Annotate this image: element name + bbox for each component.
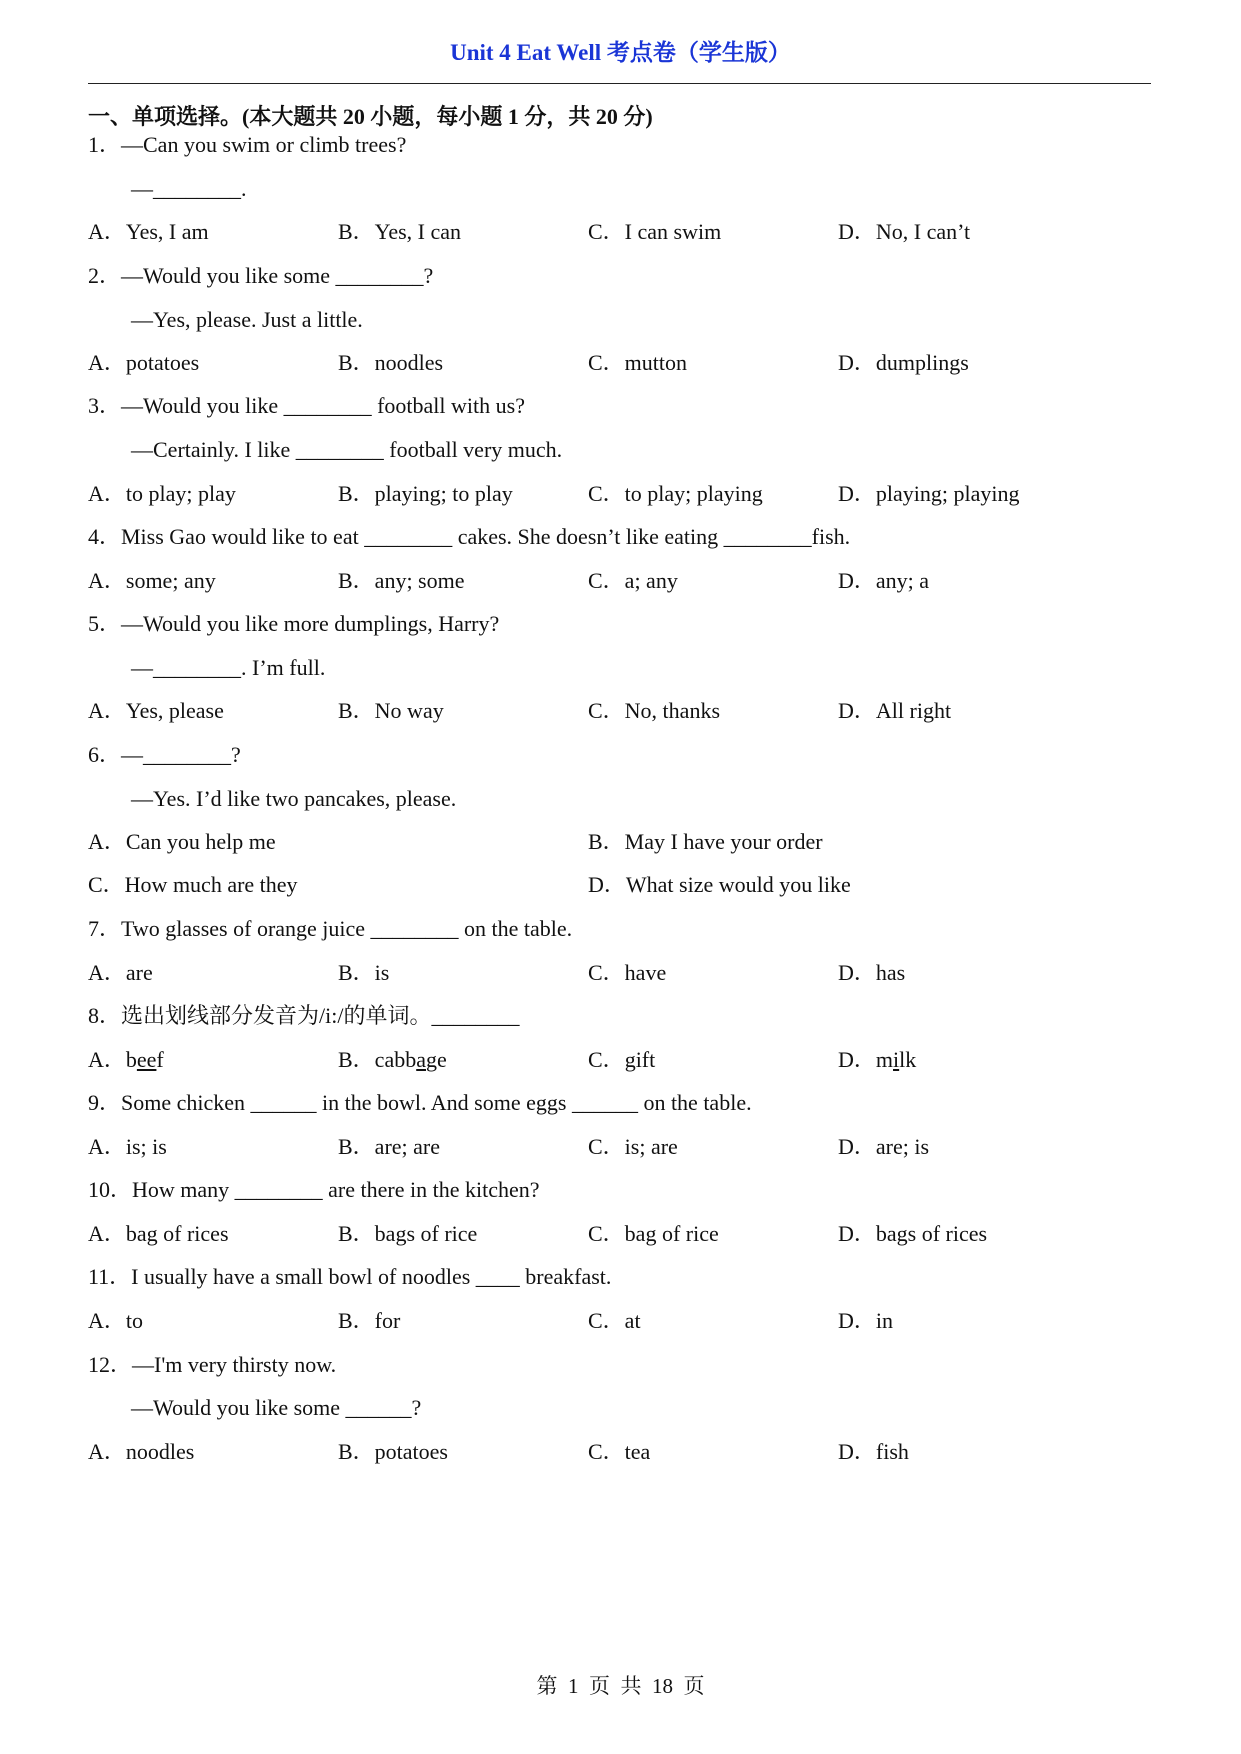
question-9-option-c[interactable]: C．is; are xyxy=(588,1134,678,1159)
question-7-stem: 7．Two glasses of orange juice ________ on the table. xyxy=(88,916,573,941)
question-8-option-c[interactable] xyxy=(588,1045,655,1075)
question-3-option-d[interactable]: D．playing; playing xyxy=(838,481,1020,506)
option-text: f xyxy=(156,1047,164,1072)
underlined-letters: g xyxy=(624,1047,636,1072)
question-8-option-b[interactable] xyxy=(338,1045,447,1075)
page-number-footer: 第 1 页 共 18 页 xyxy=(536,1674,705,1698)
question-7-option-a[interactable]: A．are xyxy=(88,960,153,985)
question-12-reply: —Would you like some ______? xyxy=(131,1395,422,1420)
question-7-option-c[interactable]: C．have xyxy=(588,960,667,985)
question-3-option-b[interactable]: B．playing; to play xyxy=(338,481,513,506)
question-5-option-c[interactable]: C．No, thanks xyxy=(588,698,721,723)
section-heading: 一、单项选择。(本大题共 20 小题，每小题 1 分，共 20 分) xyxy=(88,104,653,129)
question-9-option-b[interactable]: B．are; are xyxy=(338,1134,440,1159)
question-12-option-a[interactable]: A．noodles xyxy=(88,1439,195,1464)
question-2-reply: —Yes, please. Just a little. xyxy=(131,307,363,332)
question-9-option-d[interactable]: D．are; is xyxy=(838,1134,930,1159)
question-10-option-c[interactable]: C．bag of rice xyxy=(588,1221,719,1246)
option-text: ge xyxy=(425,1047,447,1072)
question-10-option-a[interactable]: A．bag of rices xyxy=(88,1221,229,1246)
question-10-option-d[interactable]: D．bags of rices xyxy=(838,1221,988,1246)
question-6-option-c[interactable]: C．How much are they xyxy=(88,872,298,897)
question-9-stem: 9．Some chicken ______ in the bowl. And some eggs ______ on the table. xyxy=(88,1090,752,1115)
option-text: lk xyxy=(899,1047,917,1072)
question-1-option-c[interactable]: C．I can swim xyxy=(588,219,722,244)
question-10-stem: 10．How many ________ are there in the kitchen? xyxy=(88,1177,540,1202)
option-text: A．b xyxy=(88,1047,137,1072)
question-1-stem: 1．—Can you swim or climb trees? xyxy=(88,132,407,157)
question-2-option-a[interactable]: A．potatoes xyxy=(88,350,200,375)
page-header-title: Unit 4 Eat Well 考点卷（学生版） xyxy=(450,40,791,65)
question-8-stem: 8．选出划线部分发音为/i:/的单词。________ xyxy=(88,1003,520,1028)
option-text: ift xyxy=(635,1047,656,1072)
question-12-option-b[interactable]: B．potatoes xyxy=(338,1439,448,1464)
question-4-option-b[interactable]: B．any; some xyxy=(338,568,465,593)
question-5-stem: 5．—Would you like more dumplings, Harry? xyxy=(88,611,500,636)
question-10-option-b[interactable]: B．bags of rice xyxy=(338,1221,478,1246)
question-4-option-a[interactable]: A．some; any xyxy=(88,568,216,593)
question-8-option-a[interactable] xyxy=(88,1045,164,1075)
question-3-reply: —Certainly. I like ________ football very much. xyxy=(131,437,563,462)
question-2-option-b[interactable]: B．noodles xyxy=(338,350,444,375)
question-12-option-c[interactable]: C．tea xyxy=(588,1439,651,1464)
question-11-option-a[interactable]: A．to xyxy=(88,1308,144,1333)
option-text: B．cabb xyxy=(338,1047,417,1072)
question-6-option-b[interactable]: B．May I have your order xyxy=(588,829,823,854)
question-3-stem: 3．—Would you like ________ football with us? xyxy=(88,393,525,418)
question-5-option-d[interactable]: D．All right xyxy=(838,698,952,723)
underlined-letters: i xyxy=(893,1047,900,1072)
question-5-reply: —________. I’m full. xyxy=(131,655,326,680)
question-4-option-c[interactable]: C．a; any xyxy=(588,568,678,593)
question-6-option-d[interactable]: D．What size would you like xyxy=(588,872,851,897)
question-11-option-d[interactable]: D．in xyxy=(838,1308,894,1333)
header-rule xyxy=(88,83,1151,84)
question-4-stem: 4．Miss Gao would like to eat ________ cakes. She doesn’t like eating ________fish. xyxy=(88,524,851,549)
question-11-option-c[interactable]: C．at xyxy=(588,1308,641,1333)
question-3-option-a[interactable]: A．to play; play xyxy=(88,481,236,506)
question-12-option-d[interactable]: D．fish xyxy=(838,1439,909,1464)
question-9-option-a[interactable]: A．is; is xyxy=(88,1134,167,1159)
question-2-option-d[interactable]: D．dumplings xyxy=(838,350,969,375)
question-1-option-b[interactable]: B．Yes, I can xyxy=(338,219,462,244)
question-5-option-b[interactable]: B．No way xyxy=(338,698,444,723)
question-2-option-c[interactable]: C．mutton xyxy=(588,350,688,375)
question-12-stem: 12．—I'm very thirsty now. xyxy=(88,1352,337,1377)
question-1-reply: —________. xyxy=(131,176,247,201)
question-7-option-d[interactable]: D．has xyxy=(838,960,906,985)
question-7-option-b[interactable]: B．is xyxy=(338,960,390,985)
question-6-option-a[interactable]: A．Can you help me xyxy=(88,829,276,854)
underlined-letters: a xyxy=(416,1047,426,1072)
question-2-stem: 2．—Would you like some ________? xyxy=(88,263,434,288)
question-6-reply: —Yes. I’d like two pancakes, please. xyxy=(131,786,457,811)
question-1-option-a[interactable]: A．Yes, I am xyxy=(88,219,209,244)
question-1-option-d[interactable]: D．No, I can’t xyxy=(838,219,971,244)
question-11-option-b[interactable]: B．for xyxy=(338,1308,401,1333)
option-text: C． xyxy=(588,1047,625,1072)
question-11-stem: 11．I usually have a small bowl of noodles ____ breakfast. xyxy=(88,1264,612,1289)
question-8-option-d[interactable] xyxy=(838,1045,916,1075)
underlined-letters: ee xyxy=(136,1047,157,1072)
question-4-option-d[interactable]: D．any; a xyxy=(838,568,930,593)
question-3-option-c[interactable]: C．to play; playing xyxy=(588,481,763,506)
option-text: D．m xyxy=(838,1047,894,1072)
question-6-stem: 6．—________? xyxy=(88,742,241,767)
question-5-option-a[interactable]: A．Yes, please xyxy=(88,698,224,723)
